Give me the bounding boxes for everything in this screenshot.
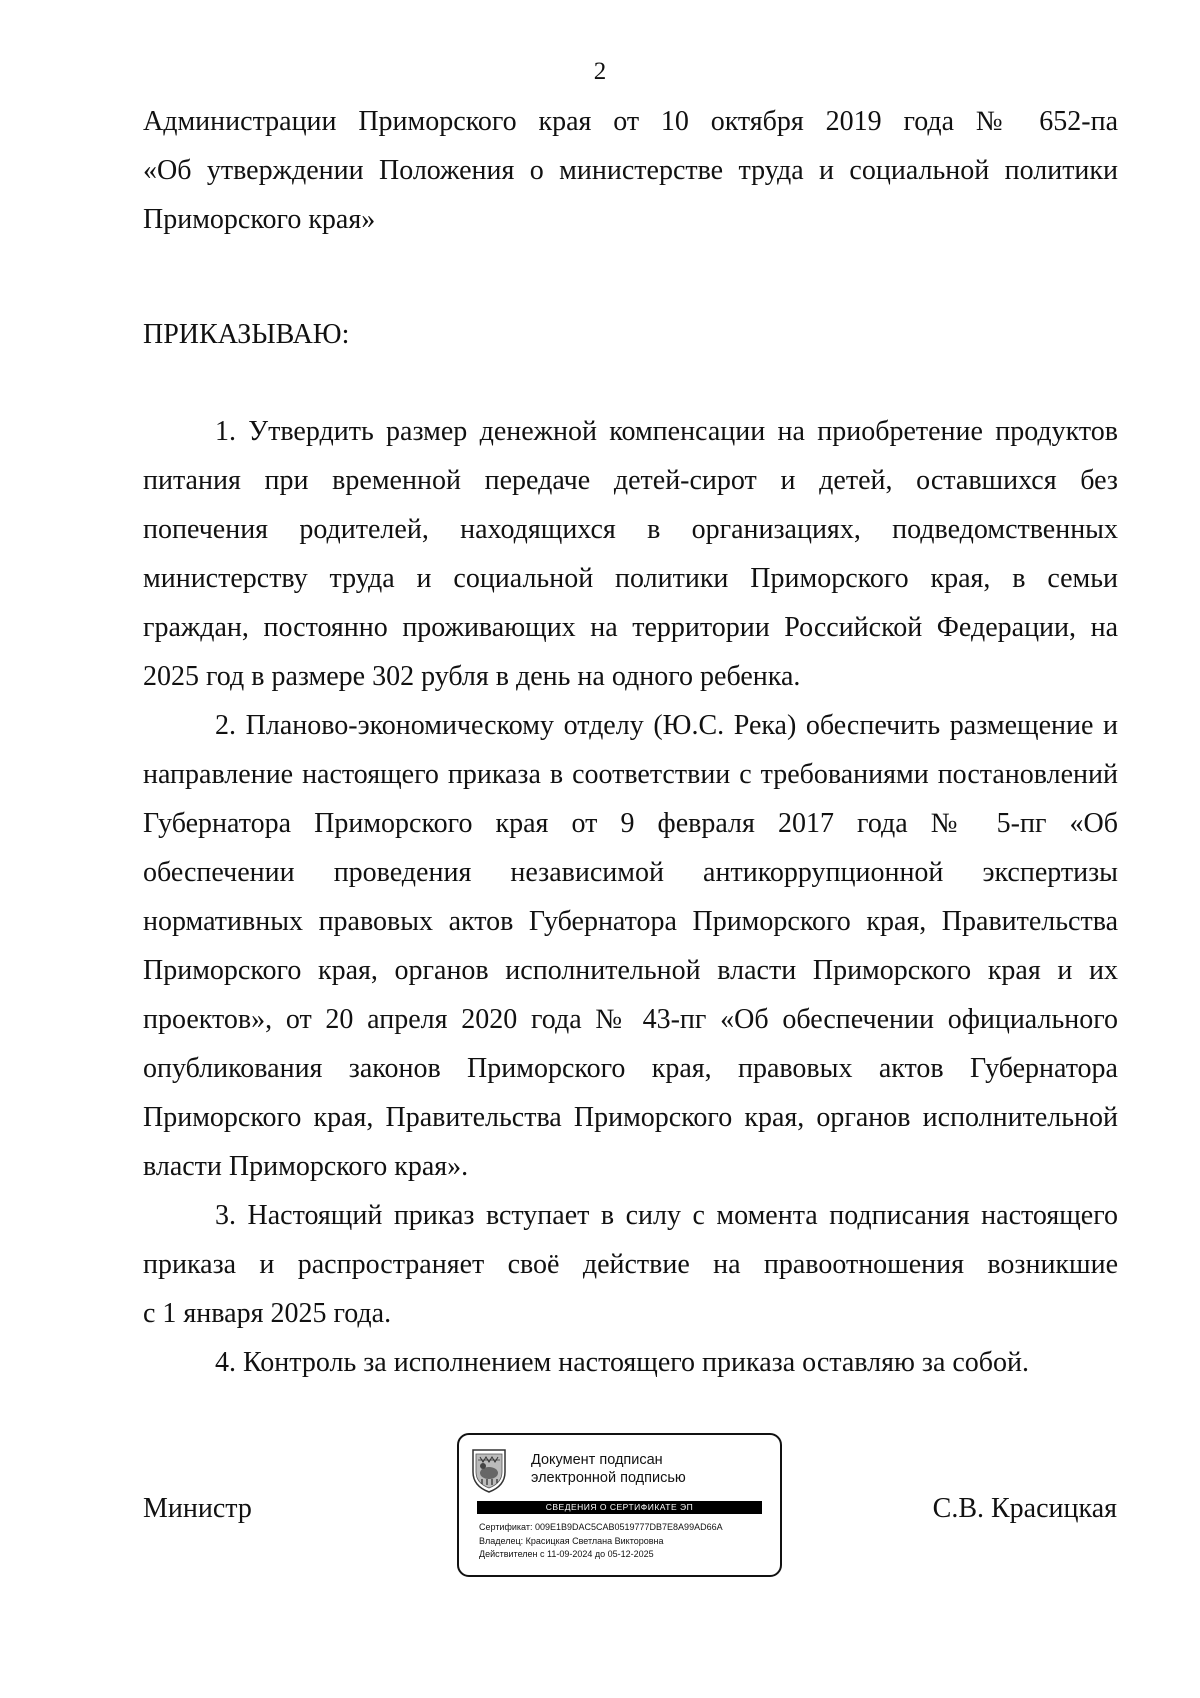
item-3-line: 3. Настоящий приказ вступает в силу с момента подписания настоящего bbox=[215, 1200, 1118, 1231]
stamp-validity: Действителен с 11-09-2024 до 05-12-2025 bbox=[479, 1549, 654, 1559]
intro-line: «Об утверждении Положения о министерстве труда и социальной политики bbox=[143, 155, 1118, 186]
item-2-line: Приморского края, Правительства Приморского края, органов исполнительной bbox=[143, 1102, 1118, 1133]
stamp-certificate-bar: СВЕДЕНИЯ О СЕРТИФИКАТЕ ЭП bbox=[477, 1501, 762, 1514]
item-2-line: Приморского края, органов исполнительной власти Приморского края и их bbox=[143, 955, 1118, 986]
item-2-line: 2. Планово-экономическому отделу (Ю.С. Река) обеспечить размещение и bbox=[215, 710, 1118, 741]
page-number: 2 bbox=[593, 58, 607, 85]
item-2-line: направление настоящего приказа в соответствии с требованиями постановлений bbox=[143, 759, 1118, 790]
item-2-line: опубликования законов Приморского края, правовых актов Губернатора bbox=[143, 1053, 1118, 1084]
item-1-line: 1. Утвердить размер денежной компенсации на приобретение продуктов bbox=[215, 416, 1118, 447]
item-2-line: обеспечении проведения независимой антикоррупционной экспертизы bbox=[143, 857, 1118, 888]
coat-of-arms-icon bbox=[470, 1446, 508, 1494]
stamp-certificate: Сертификат: 009E1B9DAC5CAB0519777DB7E8A99AD66A bbox=[479, 1522, 723, 1532]
item-2-line: Губернатора Приморского края от 9 февраля 2017 года № 5-пг «Об bbox=[143, 808, 1118, 839]
item-3-line: с 1 января 2025 года. bbox=[143, 1298, 392, 1329]
intro-line: Приморского края» bbox=[143, 204, 376, 235]
item-1-line: питания при временной передаче детей-сирот и детей, оставшихся без bbox=[143, 465, 1118, 496]
e-signature-stamp bbox=[457, 1433, 782, 1577]
order-heading: ПРИКАЗЫВАЮ: bbox=[143, 319, 350, 350]
stamp-owner: Владелец: Красицкая Светлана Викторовна bbox=[479, 1535, 664, 1546]
item-4-line: 4. Контроль за исполнением настоящего приказа оставляю за собой. bbox=[215, 1347, 1030, 1378]
item-1-line: министерству труда и социальной политики Приморского края, в семьи bbox=[143, 563, 1118, 594]
item-1-line: 2025 год в размере 302 рубля в день на одного ребенка. bbox=[143, 661, 801, 692]
signer-title: Министр bbox=[143, 1493, 252, 1524]
item-2-line: нормативных правовых актов Губернатора Приморского края, Правительства bbox=[143, 906, 1118, 937]
stamp-title-line1: Документ подписан bbox=[531, 1452, 663, 1468]
item-2-line: власти Приморского края». bbox=[143, 1151, 469, 1182]
signer-name: С.В. Красицкая bbox=[932, 1493, 1117, 1524]
stamp-title-line2: электронной подписью bbox=[531, 1470, 686, 1486]
intro-line: Администрации Приморского края от 10 октября 2019 года № 652-па bbox=[143, 106, 1118, 137]
item-1-line: попечения родителей, находящихся в организациях, подведомственных bbox=[143, 514, 1118, 545]
item-3-line: приказа и распространяет своё действие на правоотношения возникшие bbox=[143, 1249, 1118, 1280]
item-2-line: проектов», от 20 апреля 2020 года № 43-пг «Об обеспечении официального bbox=[143, 1004, 1118, 1035]
item-1-line: граждан, постоянно проживающих на территории Российской Федерации, на bbox=[143, 612, 1118, 643]
